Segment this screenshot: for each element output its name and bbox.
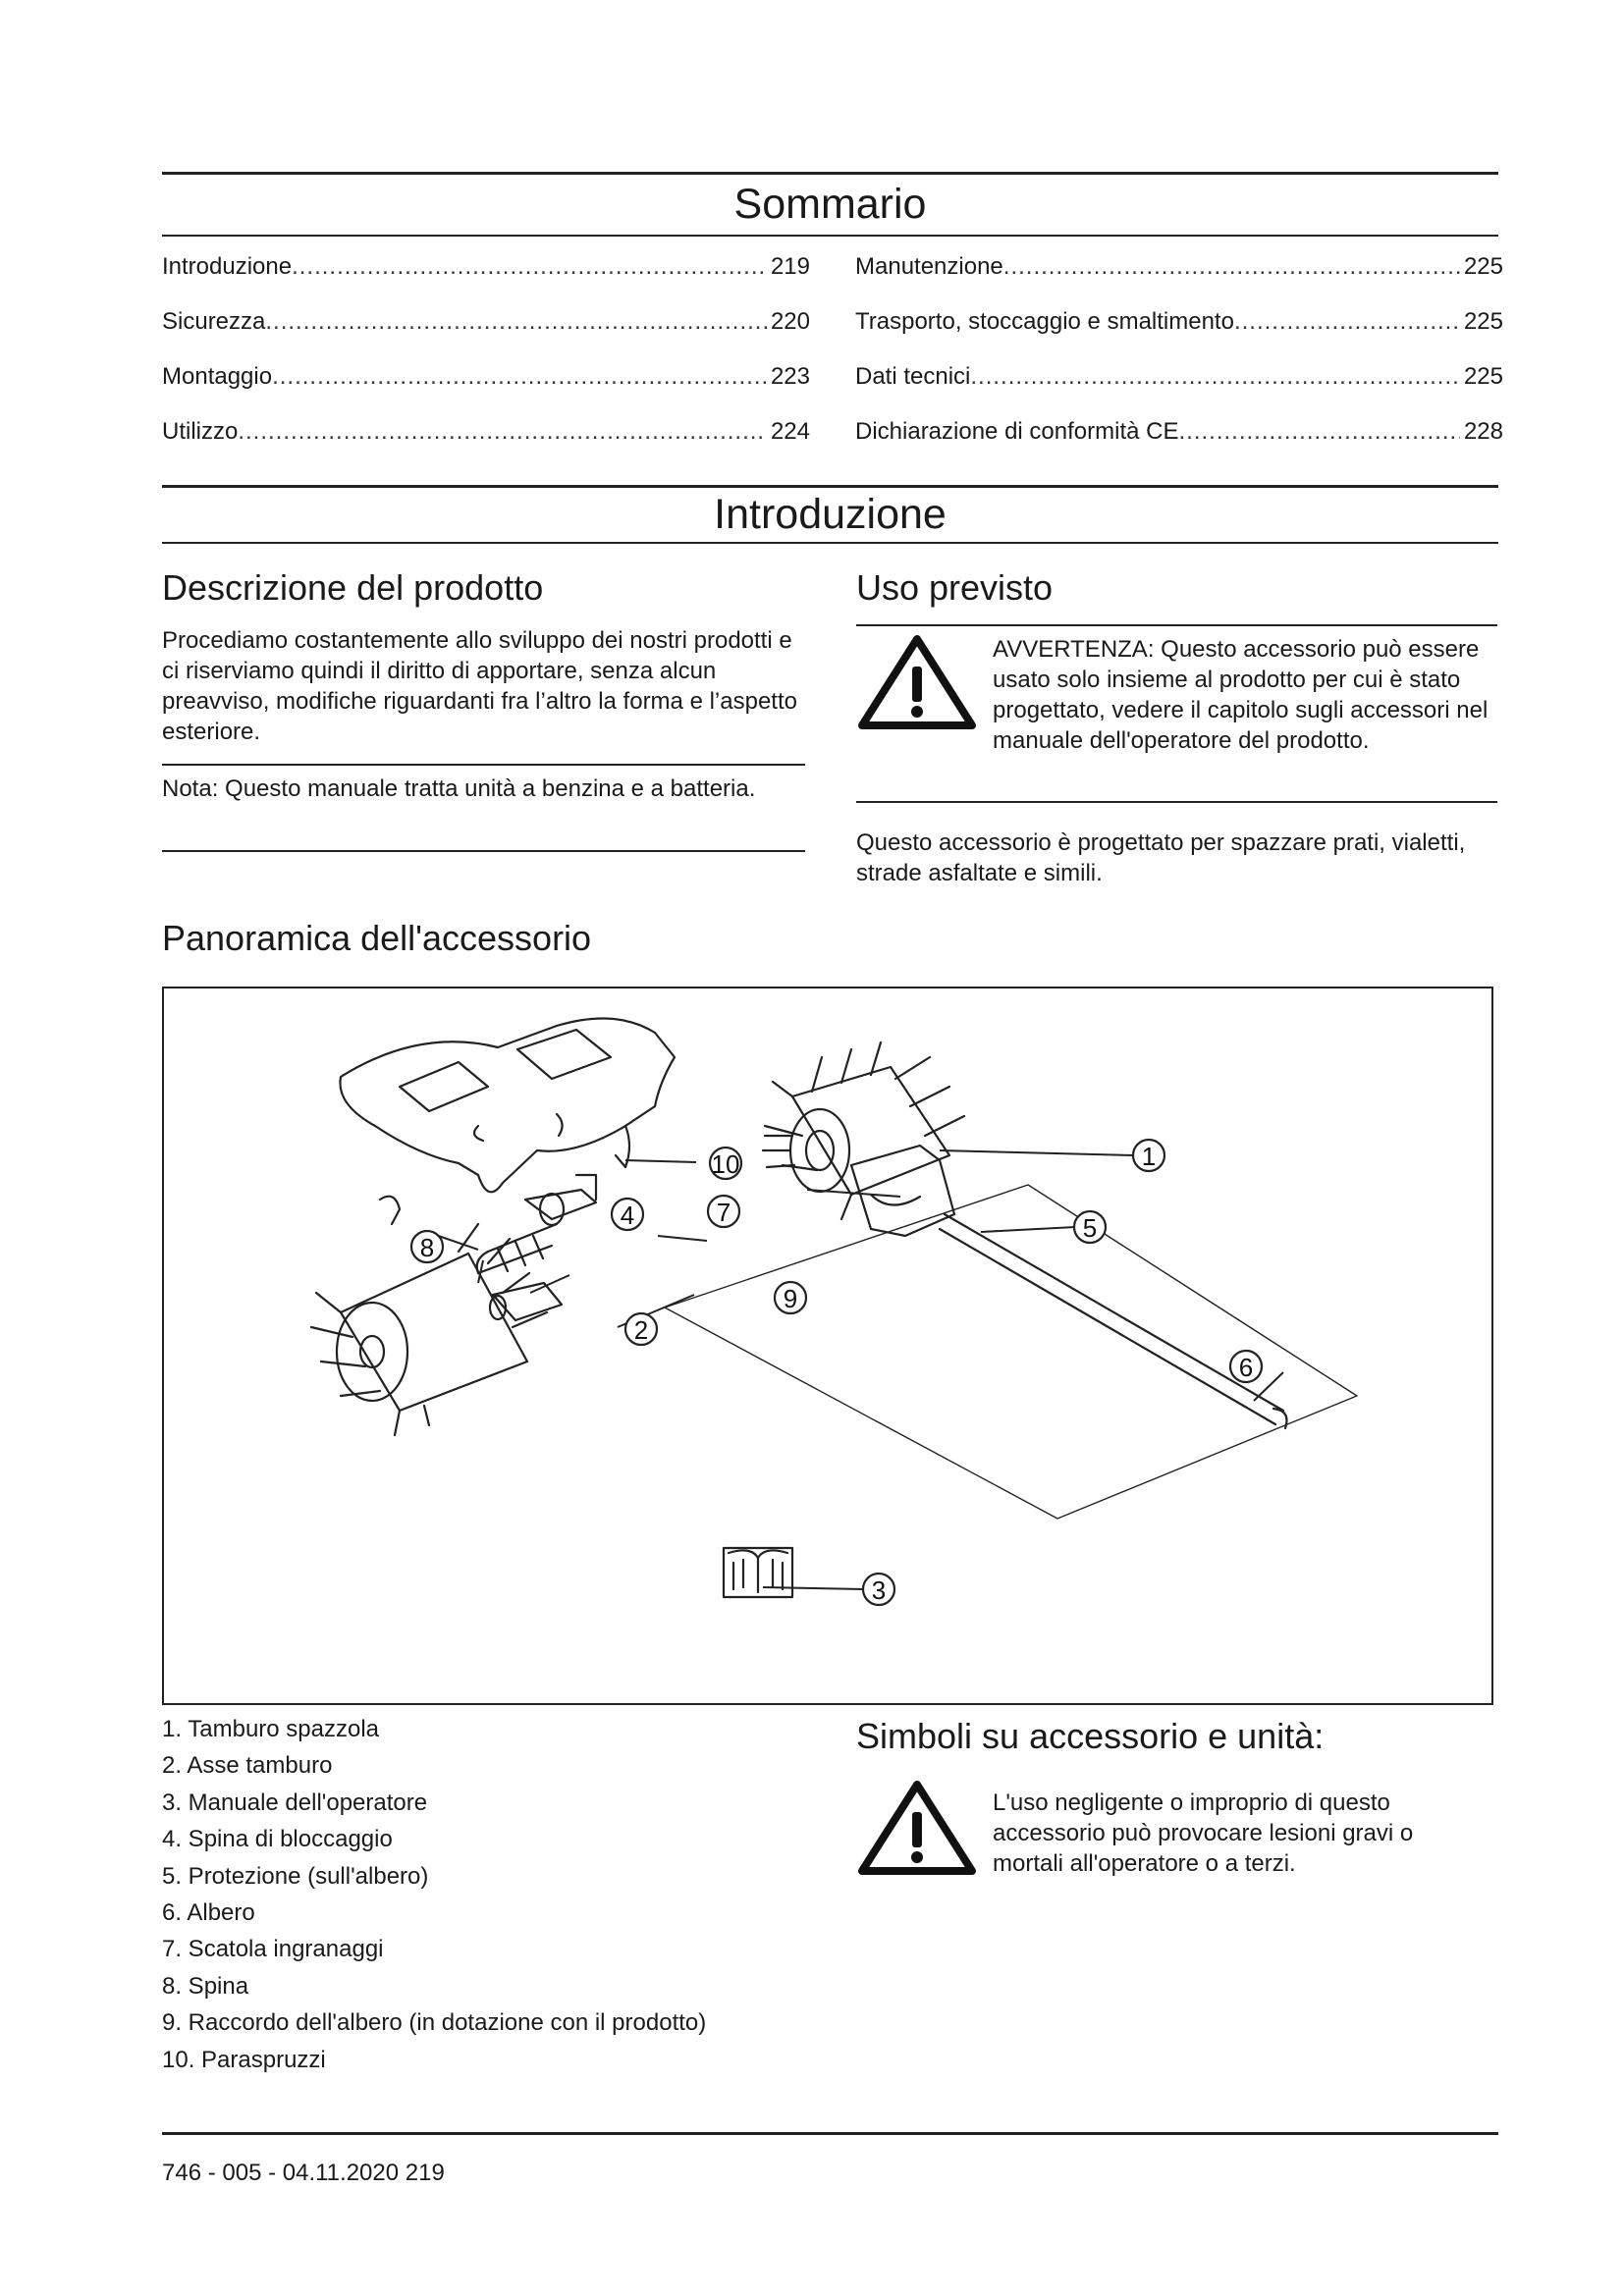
- footer-rule: [162, 2132, 1498, 2135]
- sommario-rule: [162, 235, 1498, 237]
- toc-entry[interactable]: Utilizzo ..... 224: [162, 418, 810, 473]
- warning-bottom-rule: [856, 801, 1497, 803]
- warning-text: : Questo accessorio può essere usato solo insieme al prodotto per cui è stato progettato, vedere il capitolo sugli accessori nel manuale dell'operatore del prodotto.: [993, 636, 1489, 754]
- callout-label-1: 1: [1141, 1142, 1157, 1171]
- callout-label-9: 9: [783, 1284, 798, 1313]
- accessory-overview-figure: [162, 987, 1493, 1705]
- note-top-rule: [162, 764, 805, 766]
- warning-top-rule: [856, 624, 1497, 626]
- toc-entry[interactable]: Sicurezza ..... 220: [162, 308, 810, 363]
- introduzione-title: Introduzione: [714, 491, 947, 538]
- list-item: 9. Raccordo dell'albero (in dotazione con il prodotto): [162, 2009, 707, 2037]
- note-paragraph: [162, 774, 790, 804]
- toc-right-column: [855, 253, 1503, 473]
- axle-and-pin-drawing: [477, 1175, 596, 1273]
- list-item: 4. Spina di bloccaggio: [162, 1826, 393, 1853]
- simboli-heading: Simboli su accessorio e unità:: [856, 1716, 1325, 1756]
- list-item: 5. Protezione (sull'albero): [162, 1862, 429, 1890]
- warning-label: AVVERTENZA: [993, 636, 1148, 663]
- callout-label-2: 2: [633, 1315, 649, 1345]
- warning-triangle-icon: [856, 633, 978, 731]
- intro-rule: [162, 542, 1498, 544]
- parts-list: [162, 1711, 706, 2078]
- list-item: 10. Paraspruzzi: [162, 2046, 326, 2073]
- simboli-text: L'uso negligente o improprio di questo accessorio può provocare lesioni gravi o mortali all'operatore o a terzi.: [993, 1789, 1414, 1877]
- callout-label-3: 3: [871, 1575, 887, 1605]
- warning-triangle-icon: [856, 1779, 978, 1877]
- intro-top-rule: [162, 485, 1498, 488]
- toc-entry[interactable]: Introduzione ..... 219: [162, 253, 810, 308]
- toc-leader-dots: [1234, 308, 1460, 336]
- toc-entry[interactable]: Trasporto, stoccaggio e smaltimento ..... 225: [855, 308, 1503, 363]
- list-item: 2. Asse tamburo: [162, 1752, 333, 1780]
- toc-left-column: [162, 253, 810, 473]
- note-label: Nota: [162, 775, 212, 802]
- brush-drum-gearbox-drawing: [763, 1042, 1287, 1428]
- note-text: : Questo manuale tratta unità a benzina e a batteria.: [211, 775, 756, 802]
- toc-entry[interactable]: Dichiarazione di conformità CE ..... 228: [855, 418, 1503, 473]
- panoramica-heading: Panoramica dell'accessorio: [162, 918, 592, 958]
- note-bottom-rule: [162, 850, 805, 852]
- descrizione-text: Procediamo costantemente allo sviluppo dei nostri prodotti e ci riserviamo quindi il diritto di apportare, senza alcun preavviso, modifiche riguardanti fra l’altro la forma e l’aspetto esteriore.: [162, 627, 797, 745]
- toc-leader-dots: [1178, 418, 1459, 446]
- list-item: 6. Albero: [162, 1898, 255, 1926]
- operator-manual-drawing: [724, 1548, 792, 1597]
- toc-leader-dots: [1003, 253, 1460, 281]
- uso-previsto-text: Questo accessorio è progettato per spazzare prati, vialetti, strade asfaltate e simili.: [856, 829, 1466, 886]
- callout-label-8: 8: [419, 1233, 435, 1262]
- toc-leader-dots: [265, 308, 767, 336]
- list-item: 7. Scatola ingranaggi: [162, 1936, 384, 1963]
- page-footer: [162, 2160, 445, 2187]
- top-rule: [162, 172, 1498, 175]
- uso-previsto-heading: Uso previsto: [856, 567, 1054, 608]
- toc-leader-dots: [272, 363, 767, 391]
- toc-entry[interactable]: Manutenzione ..... 225: [855, 253, 1503, 308]
- sommario-title: Sommario: [733, 181, 927, 228]
- list-item: 3. Manuale dell'operatore: [162, 1789, 428, 1816]
- callout-label-7: 7: [716, 1198, 731, 1227]
- callout-label-6: 6: [1238, 1353, 1254, 1382]
- descrizione-heading: Descrizione del prodotto: [162, 567, 544, 608]
- list-item: 8. Spina: [162, 1972, 249, 2000]
- footer-code: 746 - 005 - 04.11.2020: [162, 2160, 400, 2186]
- toc-entry[interactable]: Montaggio ..... 223: [162, 363, 810, 418]
- splash-guard-drawing: [340, 1018, 675, 1192]
- toc-leader-dots: [292, 253, 767, 281]
- callout-label-4: 4: [620, 1201, 635, 1230]
- warning-paragraph: [993, 634, 1498, 756]
- toc-entry[interactable]: Dati tecnici ..... 225: [855, 363, 1503, 418]
- callout-label-10: 10: [711, 1149, 740, 1179]
- list-item: 1. Tamburo spazzola: [162, 1716, 380, 1742]
- toc-leader-dots: [238, 418, 767, 446]
- accessory-exploded-diagram: [164, 988, 1491, 1703]
- toc-leader-dots: [970, 363, 1460, 391]
- callout-label-5: 5: [1082, 1213, 1098, 1243]
- page-number: 219: [405, 2160, 445, 2186]
